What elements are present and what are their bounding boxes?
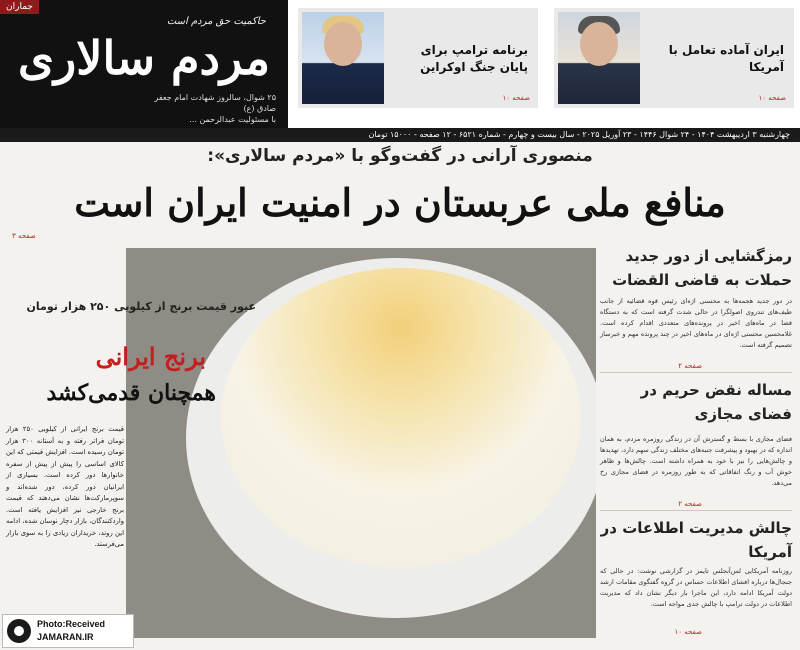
teaser-iran-talks[interactable] xyxy=(554,8,794,108)
story-body: در دور جدید هجمه‌ها به محسنی اژه‌ای رئیس قوه قضائیه از جانب طیف‌های تندروی اصولگرا در حالی شدت گرفته است که به دستگاه قضا در ماه‌های اخیر در پرونده‌های متعددی اقدام کرده است. غلامحسین محسنی اژه‌ای در ماه‌های اخیر در چند پرونده مهم و خبرساز تصمیم گرفته است. xyxy=(600,297,792,349)
face-shape xyxy=(580,22,618,66)
divider xyxy=(600,510,792,511)
story-pageref: صفحه ۲ xyxy=(678,362,702,370)
rice-headline[interactable]: همچنان قدمی‌کشد xyxy=(46,380,216,406)
paper-note-line: با مسئولیت عبدالرحمن ... xyxy=(189,115,276,124)
jamaran-logo-icon xyxy=(7,619,31,643)
watermark-line: Photo:Received xyxy=(37,619,106,629)
face-shape xyxy=(324,22,362,66)
lead-pageref: صفحه ۳ xyxy=(12,232,36,240)
story-headline[interactable]: چالش مدیریت اطلاعات در آمریکا xyxy=(600,519,792,561)
story-headline[interactable]: مساله نقض حریم در فضای مجازی xyxy=(640,381,792,423)
source-tag: جماران xyxy=(0,0,39,14)
paper-name: مردم سالاری xyxy=(17,31,270,85)
paper-note xyxy=(136,92,276,125)
masthead xyxy=(0,0,800,128)
teaser-pageref: صفحه ۱۰ xyxy=(758,94,786,102)
teaser-photo xyxy=(558,12,640,104)
story-body: روزنامه آمریکایی لس‌آنجلس تایمز در گزارشی نوشت: در حالی که جنجال‌ها درباره افشای اطلاعات حساس در گروه گفتگوی مقامات ارشد دولت آمریکا ادامه دارد، این ماجرا بار دیگر نشان داد که مدیریت اطلاعات در دولت ترامپ با چالش جدی مواجه است. xyxy=(600,567,792,608)
teaser-headline: ایران آماده تعامل با آمریکا xyxy=(668,43,784,74)
rice-headline-red[interactable]: برنج ایرانی xyxy=(95,342,206,371)
story-pageref: صفحه ۱۰ xyxy=(674,628,702,636)
rice-body-text: قیمت برنج ایرانی از کیلویی ۲۵۰ هزار تومان فراتر رفته و به آستانه ۳۰۰ هزار تومان رسیده است. افزایش قیمتی که این کالای اساسی را پیش از پیش از سفره خانوارها دور کرده است. بسیاری از ایرانیان دور کرده، دور شده‌اند و سوپرمارکت‌ها نشان می‌دهند که قیمت برنج خارجی نیز افزایش یافته است. واردکنندگان، بازار دچار نوسان شده، ادامه این روند، خریداران زیادی را به سوی بازار می‌فرستد. xyxy=(6,425,124,548)
dateline: چهارشنبه ۳ اردیبهشت ۱۴۰۴ - ۲۴ شوال ۱۴۴۶ - ۲۳ آوریل ۲۰۲۵ - سال بیست و چهارم - شماره ۶۵۲۱ - ۱۲ صفحه - ۱۵۰۰۰ تومان xyxy=(0,128,800,142)
paper-note-line: ۲۵ شوال، سالروز شهادت امام جعفر صادق (ع) xyxy=(154,93,276,113)
watermark-line: JAMARAN.IR xyxy=(37,632,94,642)
teaser-headline: برنامه ترامپ برای پایان جنگ اوکراین xyxy=(420,43,528,74)
photo-credit-watermark xyxy=(2,614,134,648)
rice-shape xyxy=(221,268,581,568)
teaser-trump-ukraine[interactable] xyxy=(298,8,538,108)
rice-subheadline: عبور قیمت برنج از کیلویی ۲۵۰ هزار تومان xyxy=(26,300,256,313)
story-headline[interactable]: رمزگشایی از دور جدید حملات به قاضی القضات xyxy=(612,247,792,289)
teaser-pageref: صفحه ۱۰ xyxy=(502,94,530,102)
lead-headline[interactable]: منافع ملی عربستان در امنیت ایران است xyxy=(74,180,726,225)
paper-logo[interactable] xyxy=(0,0,288,128)
story-pageref: صفحه ۲ xyxy=(678,500,702,508)
story-body: فضای مجازی با بسط و گسترش آن در زندگی روزمره مردم، به همان اندازه که در بهبود و پیشرفت جنبه‌های مختلف زندگی سهم دارد، تهدیدها و چالش‌هایی را نیز با خود به همراه داشته است. چالش‌ها و ظاهر خوش آب و رنگ اتفاقاتی که به طور روزمره در فضای مجازی رخ می‌دهد. xyxy=(600,435,792,487)
divider xyxy=(600,372,792,373)
paper-tagline: حاکمیت حق مردم است xyxy=(166,16,266,27)
lead-kicker: منصوری آرانی در گفت‌وگو با «مردم سالاری»: xyxy=(207,146,593,166)
teaser-photo xyxy=(302,12,384,104)
